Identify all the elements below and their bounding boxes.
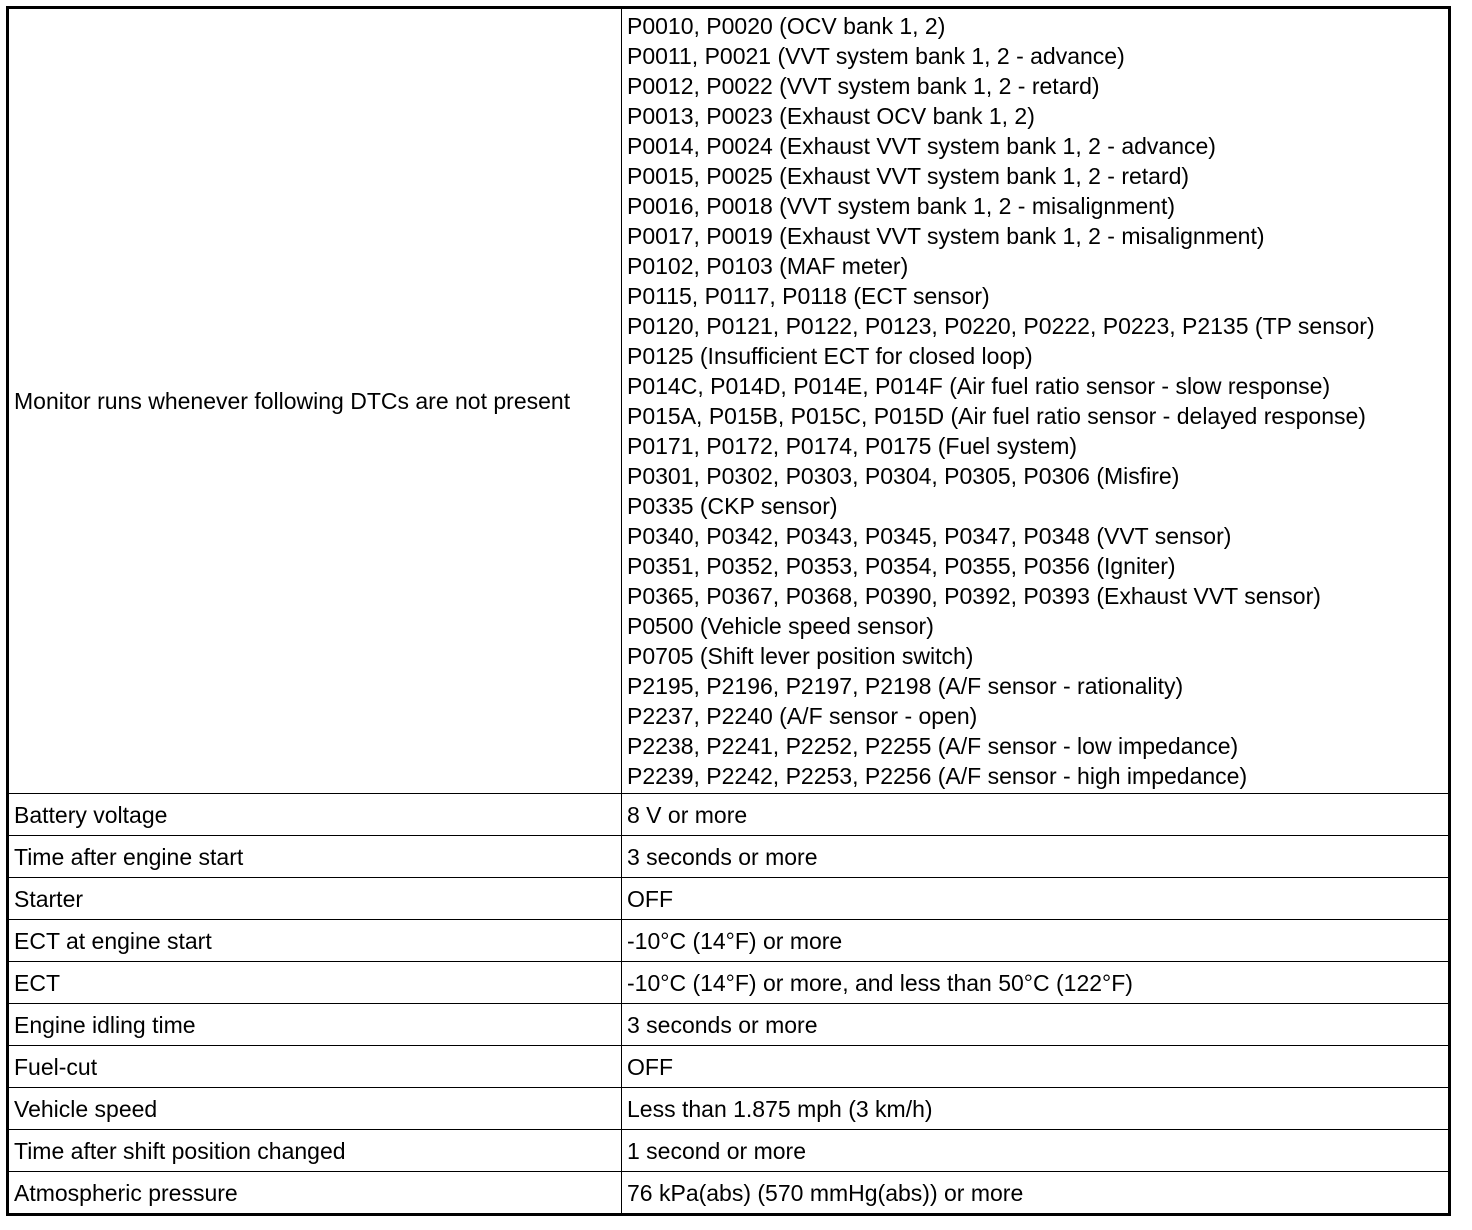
table-row bbox=[8, 1130, 1450, 1172]
condition-value: 8 V or more bbox=[622, 794, 1450, 836]
dtc-list-item: P2195, P2196, P2197, P2198 (A/F sensor - rationality) bbox=[627, 673, 1184, 699]
condition-value: OFF bbox=[622, 878, 1450, 920]
dtc-list-item: P0171, P0172, P0174, P0175 (Fuel system) bbox=[627, 433, 1078, 459]
condition-value: -10°C (14°F) or more, and less than 50°C (122°F) bbox=[622, 962, 1450, 1004]
dtc-list-item: P0705 (Shift lever position switch) bbox=[627, 643, 974, 669]
condition-label: ECT at engine start bbox=[8, 920, 622, 962]
dtc-list-item: P0010, P0020 (OCV bank 1, 2) bbox=[627, 13, 946, 39]
condition-label: Battery voltage bbox=[8, 794, 622, 836]
conditions-table bbox=[6, 6, 1451, 1216]
table-row bbox=[8, 1046, 1450, 1088]
table-row-monitor-dtcs bbox=[8, 8, 1450, 794]
dtc-list-item: P0500 (Vehicle speed sensor) bbox=[627, 613, 934, 639]
table-row bbox=[8, 962, 1450, 1004]
table-row bbox=[8, 836, 1450, 878]
condition-value: 3 seconds or more bbox=[622, 836, 1450, 878]
dtc-list-item: P0351, P0352, P0353, P0354, P0355, P0356 (Igniter) bbox=[627, 553, 1176, 579]
condition-label: Atmospheric pressure bbox=[8, 1172, 622, 1215]
condition-label: Engine idling time bbox=[8, 1004, 622, 1046]
condition-label: Time after shift position changed bbox=[8, 1130, 622, 1172]
dtc-list-item: P0301, P0302, P0303, P0304, P0305, P0306 (Misfire) bbox=[627, 463, 1180, 489]
dtc-list-item: P0102, P0103 (MAF meter) bbox=[627, 253, 909, 279]
condition-label: ECT bbox=[8, 962, 622, 1004]
dtc-list-item: P0016, P0018 (VVT system bank 1, 2 - misalignment) bbox=[627, 193, 1176, 219]
dtc-list-item: P0012, P0022 (VVT system bank 1, 2 - retard) bbox=[627, 73, 1100, 99]
dtc-list-item: P0335 (CKP sensor) bbox=[627, 493, 838, 519]
dtc-list-item: P0120, P0121, P0122, P0123, P0220, P0222, P0223, P2135 (TP sensor) bbox=[627, 313, 1375, 339]
dtc-list-item: P014C, P014D, P014E, P014F (Air fuel ratio sensor - slow response) bbox=[627, 373, 1331, 399]
table-row bbox=[8, 1172, 1450, 1215]
dtc-list-item: P0017, P0019 (Exhaust VVT system bank 1, 2 - misalignment) bbox=[627, 223, 1265, 249]
dtc-list-cell bbox=[622, 8, 1450, 794]
table-row bbox=[8, 920, 1450, 962]
dtc-list-item: P0115, P0117, P0118 (ECT sensor) bbox=[627, 283, 990, 309]
table-row bbox=[8, 794, 1450, 836]
condition-label: Starter bbox=[8, 878, 622, 920]
condition-value: OFF bbox=[622, 1046, 1450, 1088]
condition-value: Less than 1.875 mph (3 km/h) bbox=[622, 1088, 1450, 1130]
condition-value: 3 seconds or more bbox=[622, 1004, 1450, 1046]
table-row bbox=[8, 1088, 1450, 1130]
dtc-list-item: P015A, P015B, P015C, P015D (Air fuel ratio sensor - delayed response) bbox=[627, 403, 1366, 429]
dtc-list-item: P2237, P2240 (A/F sensor - open) bbox=[627, 703, 978, 729]
dtc-list-item: P0365, P0367, P0368, P0390, P0392, P0393 (Exhaust VVT sensor) bbox=[627, 583, 1321, 609]
dtc-list-item: P2239, P2242, P2253, P2256 (A/F sensor - high impedance) bbox=[627, 763, 1248, 789]
dtc-list-item: P2238, P2241, P2252, P2255 (A/F sensor - low impedance) bbox=[627, 733, 1239, 759]
condition-label: Vehicle speed bbox=[8, 1088, 622, 1130]
condition-label: Fuel-cut bbox=[8, 1046, 622, 1088]
condition-value: 76 kPa(abs) (570 mmHg(abs)) or more bbox=[622, 1172, 1450, 1215]
conditions-table-body bbox=[8, 8, 1450, 1215]
condition-label: Time after engine start bbox=[8, 836, 622, 878]
dtc-list-item: P0340, P0342, P0343, P0345, P0347, P0348 (VVT sensor) bbox=[627, 523, 1232, 549]
dtc-list-item: P0013, P0023 (Exhaust OCV bank 1, 2) bbox=[627, 103, 1035, 129]
condition-value: 1 second or more bbox=[622, 1130, 1450, 1172]
table-row bbox=[8, 878, 1450, 920]
dtc-list-item: P0015, P0025 (Exhaust VVT system bank 1, 2 - retard) bbox=[627, 163, 1190, 189]
table-row bbox=[8, 1004, 1450, 1046]
condition-value: -10°C (14°F) or more bbox=[622, 920, 1450, 962]
monitor-dtc-label: Monitor runs whenever following DTCs are not present bbox=[8, 8, 622, 794]
dtc-list-item: P0014, P0024 (Exhaust VVT system bank 1, 2 - advance) bbox=[627, 133, 1216, 159]
dtc-list-item: P0011, P0021 (VVT system bank 1, 2 - advance) bbox=[627, 43, 1125, 69]
dtc-list-item: P0125 (Insufficient ECT for closed loop) bbox=[627, 343, 1033, 369]
